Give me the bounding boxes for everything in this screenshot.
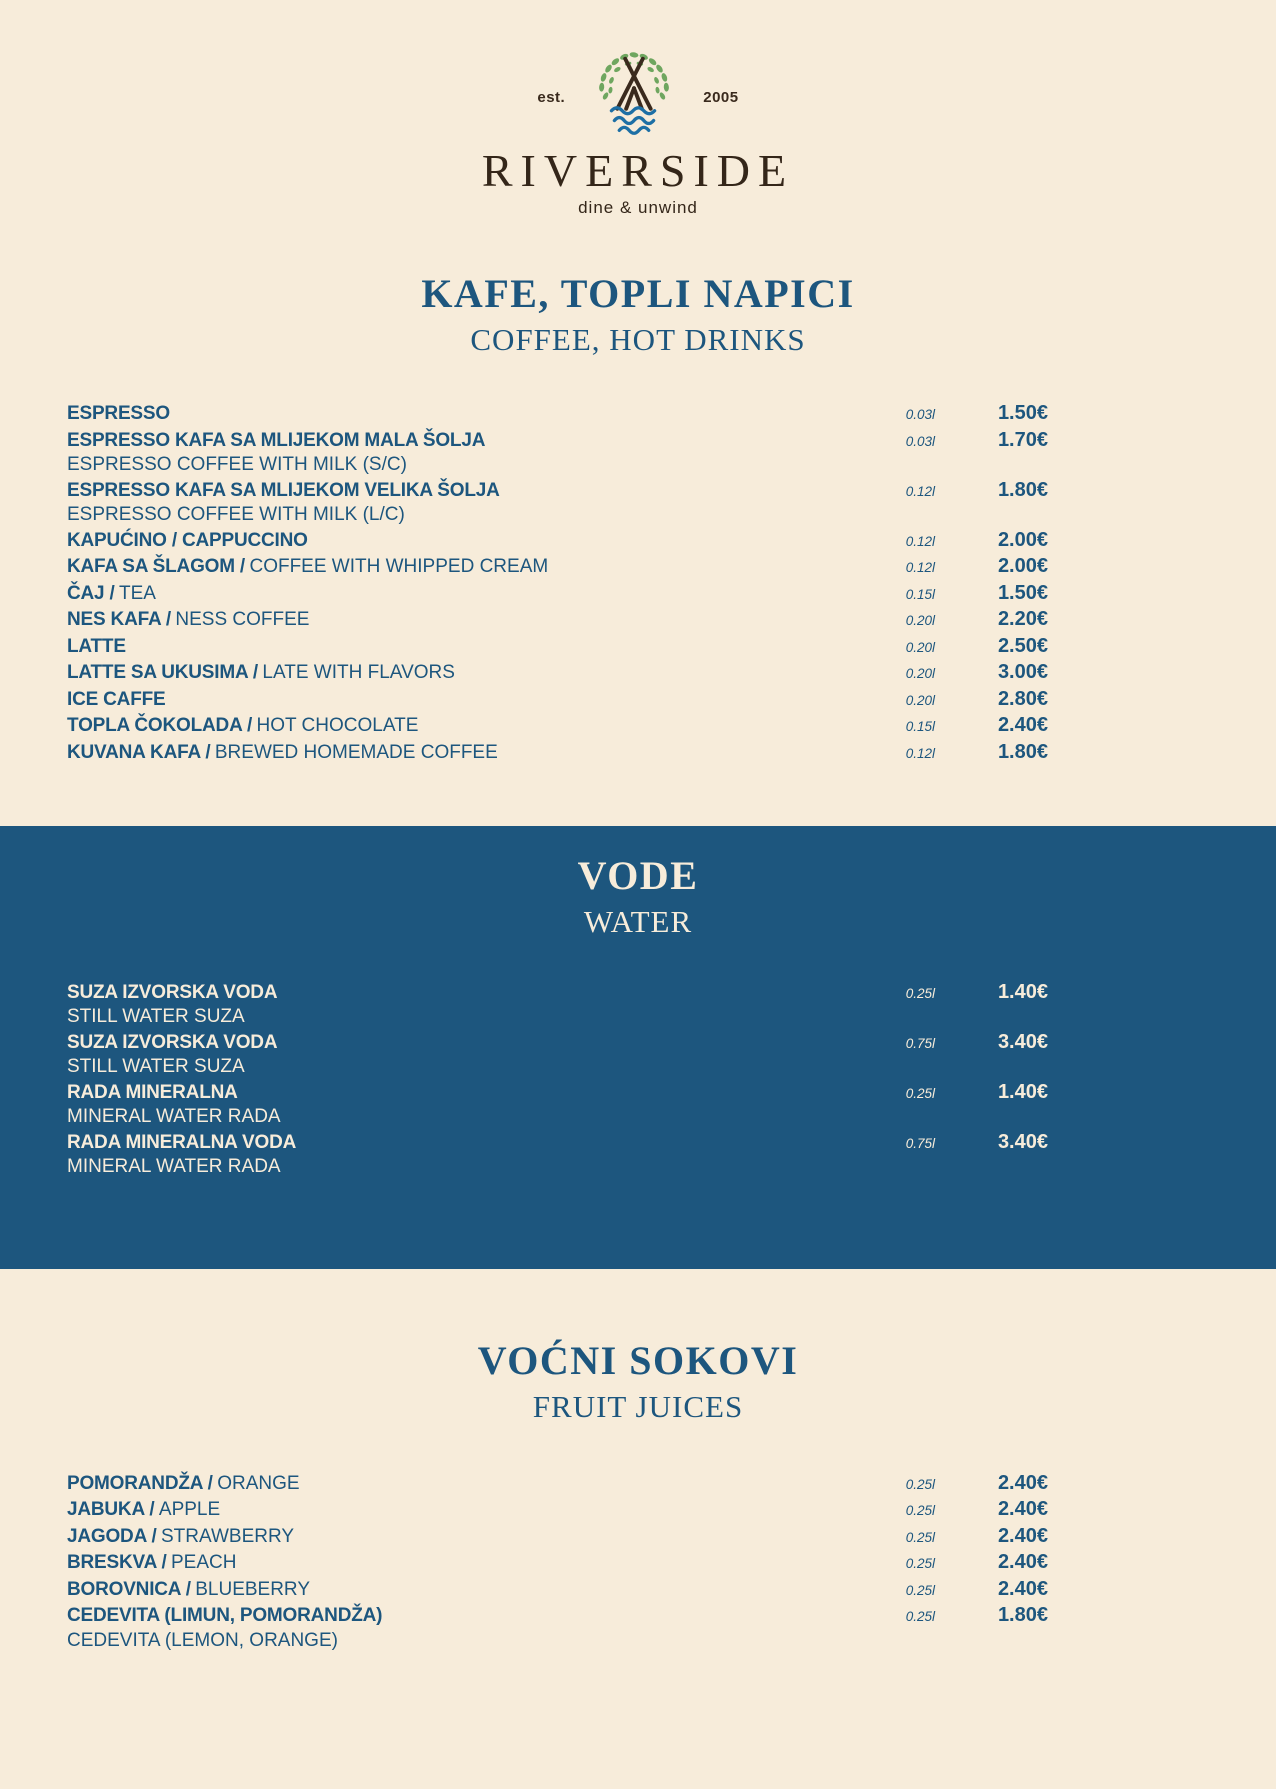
menu-item-row xyxy=(67,713,1048,740)
item-name: ESPRESSO xyxy=(67,403,170,425)
item-name-block xyxy=(67,582,805,607)
item-name: NES KAFA / xyxy=(67,609,171,631)
menu-item-row xyxy=(67,478,1048,528)
item-price: 2.80€ xyxy=(997,687,1048,710)
item-volume: 0.75l xyxy=(905,1035,935,1051)
item-price: 1.70€ xyxy=(997,428,1048,451)
item-name: RADA MINERALNA VODA xyxy=(67,1131,297,1153)
item-name-block xyxy=(67,1551,805,1576)
item-translation: LATE WITH FLAVORS xyxy=(262,662,455,684)
item-name-block xyxy=(67,635,805,660)
menu-item-row xyxy=(67,1471,1048,1498)
item-name-block xyxy=(67,688,805,713)
item-name: BOROVNICA / xyxy=(67,1578,191,1600)
item-volume: 0.20l xyxy=(905,666,935,682)
item-price: 2.00€ xyxy=(997,555,1048,578)
item-name-block xyxy=(67,1031,805,1080)
section-subtitle: COFFEE, HOT DRINKS xyxy=(470,321,806,357)
item-volume: 0.25l xyxy=(905,1085,935,1101)
item-price: 3.00€ xyxy=(997,661,1048,684)
section-subtitle: FRUIT JUICES xyxy=(532,1388,744,1424)
item-volume: 0.15l xyxy=(905,586,935,602)
item-price: 1.50€ xyxy=(997,581,1048,604)
item-name-block xyxy=(67,1081,805,1130)
item-name-block xyxy=(67,1472,805,1497)
item-name-block xyxy=(67,714,805,739)
section-title: VOĆNI SOKOVI xyxy=(477,1337,799,1383)
item-translation: ORANGE xyxy=(217,1472,300,1494)
item-price: 2.40€ xyxy=(997,1551,1048,1574)
item-translation: HOT CHOCOLATE xyxy=(256,715,419,737)
item-name-block xyxy=(67,1131,805,1180)
item-volume: 0.12l xyxy=(905,560,935,576)
item-name-block xyxy=(67,1604,805,1653)
menu-item-row xyxy=(67,401,1048,428)
logo-est-label: est. xyxy=(537,88,566,106)
item-name-block xyxy=(67,555,805,580)
item-name: ICE CAFFE xyxy=(67,688,166,710)
item-price: 2.40€ xyxy=(997,1577,1048,1600)
item-name: SUZA IZVORSKA VODA xyxy=(67,981,278,1003)
section-heading xyxy=(0,270,1276,358)
item-volume: 0.03l xyxy=(905,433,935,449)
item-name: LATTE xyxy=(67,635,126,657)
item-subtitle: STILL WATER SUZA xyxy=(67,1056,245,1078)
item-name-block xyxy=(67,529,805,554)
section-water xyxy=(0,826,1276,1269)
item-volume: 0.75l xyxy=(905,1135,935,1151)
item-name-block xyxy=(67,1578,805,1603)
item-volume: 0.25l xyxy=(905,1529,935,1545)
menu-item-row xyxy=(67,1524,1048,1551)
menu-item-row xyxy=(67,1603,1048,1653)
item-price: 1.50€ xyxy=(997,402,1048,425)
item-volume: 0.25l xyxy=(905,1582,935,1598)
item-translation: APPLE xyxy=(158,1499,221,1521)
item-translation: COFFEE WITH WHIPPED CREAM xyxy=(249,556,549,578)
brand-name: RIVERSIDE xyxy=(481,145,795,196)
item-translation: BLUEBERRY xyxy=(195,1578,310,1600)
item-price: 1.40€ xyxy=(997,1080,1048,1103)
item-name-block xyxy=(67,741,805,766)
item-translation: TEA xyxy=(119,582,156,604)
menu-item-row xyxy=(67,554,1048,581)
item-name: KAFA SA ŠLAGOM / xyxy=(67,556,246,578)
item-name: CEDEVITA (LIMUN, POMORANDŽA) xyxy=(67,1605,383,1627)
item-volume: 0.25l xyxy=(905,1609,935,1625)
menu-item-row xyxy=(67,740,1048,767)
item-subtitle: ESPRESSO COFFEE WITH MILK (S/C) xyxy=(67,454,407,476)
item-name: JABUKA / xyxy=(67,1499,155,1521)
menu-item-row xyxy=(67,1130,1048,1180)
item-price: 2.50€ xyxy=(997,634,1048,657)
item-subtitle: STILL WATER SUZA xyxy=(67,1006,245,1028)
item-volume: 0.25l xyxy=(905,985,935,1001)
section-heading xyxy=(0,1337,1276,1425)
item-volume: 0.20l xyxy=(905,692,935,708)
menu-item-row xyxy=(67,1497,1048,1524)
item-price: 2.40€ xyxy=(997,1471,1048,1494)
item-name-block xyxy=(67,1525,805,1550)
item-name: SUZA IZVORSKA VODA xyxy=(67,1031,278,1053)
menu-item-row xyxy=(67,660,1048,687)
item-name-block xyxy=(67,608,805,633)
riverside-emblem-icon xyxy=(585,48,683,146)
item-volume: 0.15l xyxy=(905,719,935,735)
menu-item-row xyxy=(67,687,1048,714)
item-name: ČAJ / xyxy=(67,582,115,604)
item-price: 2.40€ xyxy=(997,1524,1048,1547)
item-name-block xyxy=(67,1498,805,1523)
item-price: 1.80€ xyxy=(997,740,1048,763)
item-price: 2.00€ xyxy=(997,528,1048,551)
restaurant-logo xyxy=(0,0,1276,218)
item-name: KAPUĆINO / CAPPUCCINO xyxy=(67,529,308,551)
item-volume: 0.12l xyxy=(905,745,935,761)
section-juices xyxy=(0,1337,1276,1653)
menu-item-row xyxy=(67,1030,1048,1080)
item-translation: STRAWBERRY xyxy=(161,1525,295,1547)
item-volume: 0.25l xyxy=(905,1476,935,1492)
menu-item-row xyxy=(67,428,1048,478)
menu-sections xyxy=(0,270,1276,1653)
item-subtitle: CEDEVITA (LEMON, ORANGE) xyxy=(67,1629,338,1651)
section-heading xyxy=(0,852,1276,940)
item-translation: NESS COFFEE xyxy=(175,609,310,631)
item-subtitle: MINERAL WATER RADA xyxy=(67,1156,281,1178)
item-translation: BREWED HOMEMADE COFFEE xyxy=(214,741,498,763)
item-volume: 0.12l xyxy=(905,533,935,549)
item-name: RADA MINERALNA xyxy=(67,1081,238,1103)
item-price: 3.40€ xyxy=(997,1130,1048,1153)
item-name: JAGODA / xyxy=(67,1525,157,1547)
section-subtitle: WATER xyxy=(583,904,693,940)
section-items xyxy=(0,401,1276,766)
item-name: POMORANDŽA / xyxy=(67,1472,213,1494)
item-price: 1.40€ xyxy=(997,980,1048,1003)
item-name: TOPLA ČOKOLADA / xyxy=(67,715,253,737)
item-name-block xyxy=(67,402,805,427)
section-items xyxy=(0,980,1276,1180)
item-subtitle: MINERAL WATER RADA xyxy=(67,1106,281,1128)
section-title: VODE xyxy=(577,853,699,899)
item-name: KUVANA KAFA / xyxy=(67,741,211,763)
menu-item-row xyxy=(67,607,1048,634)
menu-item-row xyxy=(67,1577,1048,1604)
menu-item-row xyxy=(67,634,1048,661)
item-name-block xyxy=(67,661,805,686)
item-name: LATTE SA UKUSIMA / xyxy=(67,662,258,684)
item-price: 1.80€ xyxy=(997,1604,1048,1627)
section-coffee xyxy=(0,270,1276,767)
menu-item-row xyxy=(67,581,1048,608)
item-volume: 0.25l xyxy=(905,1556,935,1572)
item-volume: 0.20l xyxy=(905,639,935,655)
item-name-block xyxy=(67,429,805,478)
section-title: KAFE, TOPLI NAPICI xyxy=(421,270,855,316)
brand-tagline: dine & unwind xyxy=(578,197,698,217)
menu-item-row xyxy=(67,1080,1048,1130)
item-price: 2.40€ xyxy=(997,1498,1048,1521)
logo-top-row xyxy=(0,48,1276,146)
item-volume: 0.03l xyxy=(905,407,935,423)
menu-item-row xyxy=(67,528,1048,555)
item-name-block xyxy=(67,479,805,528)
item-volume: 0.25l xyxy=(905,1503,935,1519)
item-price: 2.40€ xyxy=(997,714,1048,737)
item-translation: PEACH xyxy=(171,1552,237,1574)
item-subtitle: ESPRESSO COFFEE WITH MILK (L/C) xyxy=(67,504,405,526)
item-price: 2.20€ xyxy=(997,608,1048,631)
item-volume: 0.12l xyxy=(905,483,935,499)
menu-item-row xyxy=(67,1550,1048,1577)
item-volume: 0.20l xyxy=(905,613,935,629)
item-price: 1.80€ xyxy=(997,478,1048,501)
item-name-block xyxy=(67,981,805,1030)
item-name: BRESKVA / xyxy=(67,1552,167,1574)
item-price: 3.40€ xyxy=(997,1030,1048,1053)
menu-item-row xyxy=(67,980,1048,1030)
section-items xyxy=(0,1471,1276,1654)
item-name: ESPRESSO KAFA SA MLIJEKOM VELIKA ŠOLJA xyxy=(67,479,500,501)
logo-year-label: 2005 xyxy=(703,88,739,106)
item-name: ESPRESSO KAFA SA MLIJEKOM MALA ŠOLJA xyxy=(67,429,486,451)
